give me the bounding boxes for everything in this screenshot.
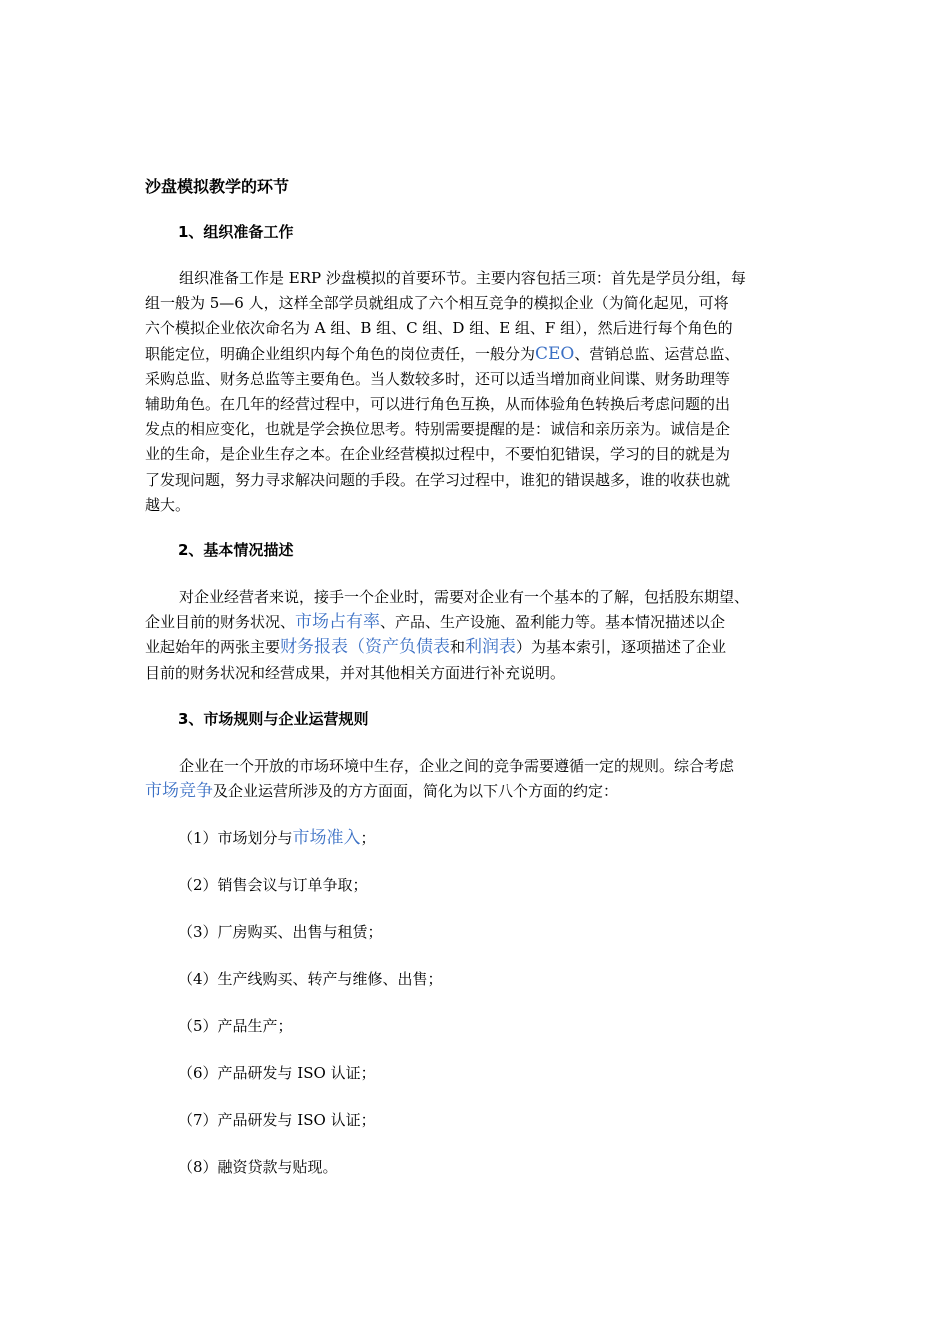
paragraph-line: 企业在一个开放的市场环境中生存，企业之间的竞争需要遵循一定的规则。综合考虑	[179, 757, 735, 775]
rule-item-3: （3）厂房购买、出售与租赁；	[178, 923, 383, 941]
section-1-paragraph	[145, 266, 815, 518]
paragraph-line: 采购总监、财务总监等主要角色。当人数较多时，还可以适当增加商业间谍、财务助理等	[145, 369, 731, 388]
paragraph-line: 越大。	[145, 495, 191, 514]
link-market-access[interactable]: 市场准入	[292, 828, 361, 848]
paragraph-line: 目前的财务状况和经营成果，并对其他相关方面进行补充说明。	[145, 663, 566, 682]
link-balance-sheet[interactable]: 资产负债表	[365, 637, 451, 658]
rule-item-4: （4）生产线购买、转产与维修、出售；	[178, 970, 443, 988]
paragraph-line: 对企业经营者来说，接手一个企业时，需要对企业有一个基本的了解，包括股东期望、	[179, 588, 750, 606]
link-market-share[interactable]: 市场占有率	[295, 612, 381, 633]
rule-item-1: （1）市场划分与市场准入；	[178, 828, 376, 848]
paragraph-line: 组一般为 5—6 人，这样全部学员就组成了六个相互竞争的模拟企业（为简化起见，可将	[145, 294, 729, 313]
rule-item-5: （5）产品生产；	[178, 1017, 293, 1035]
link-income-statement[interactable]: 利润表	[465, 637, 517, 658]
paragraph-line: 业起始年的两张主要财务报表（资产负债表和利润表）为基本索引，逐项描述了企业	[145, 637, 727, 658]
paragraph-line: 企业目前的财务状况、市场占有率、产品、生产设施、盈利能力等。基本情况描述以企	[145, 612, 726, 633]
link-market-competition[interactable]: 市场竞争	[145, 781, 213, 802]
paragraph-line: 市场竞争及企业运营所涉及的方方面面，简化为以下八个方面的约定：	[145, 781, 619, 802]
section-3-paragraph	[145, 754, 815, 804]
link-ceo[interactable]: CEO	[535, 343, 575, 364]
paragraph-line: 职能定位，明确企业组织内每个角色的岗位责任，一般分为CEO、营销总监、运营总监、	[145, 343, 740, 364]
paragraph-line: 业的生命，是企业生存之本。在企业经营模拟过程中，不要怕犯错误，学习的目的就是为	[145, 445, 731, 464]
link-financial-statements[interactable]: 财务报表	[280, 637, 349, 658]
section-heading-3: 3、市场规则与企业运营规则	[178, 710, 369, 728]
paragraph-line: 了发现问题，努力寻求解决问题的手段。在学习过程中，谁犯的错误越多，谁的收获也就	[145, 470, 731, 489]
section-heading-1: 1、组织准备工作	[178, 223, 294, 241]
paragraph-line: 辅助角色。在几年的经营过程中，可以进行角色互换，从而体验角色转换后考虑问题的出	[145, 394, 731, 413]
paragraph-line: 六个模拟企业依次命名为 A 组、B 组、C 组、D 组、E 组、F 组），然后进行每个角色的	[145, 319, 733, 338]
link-paren-open: （	[348, 637, 366, 658]
rule-item-6: （6）产品研发与 ISO 认证；	[178, 1064, 376, 1082]
paragraph-line: 发点的相应变化，也就是学会换位思考。特别需要提醒的是：诚信和亲历亲为。诚信是企	[145, 420, 731, 439]
section-heading-2: 2、基本情况描述	[178, 541, 294, 559]
rule-item-8: （8）融资贷款与贴现。	[178, 1158, 338, 1176]
document-title: 沙盘模拟教学的环节	[145, 177, 290, 196]
section-2-paragraph	[145, 585, 815, 686]
rule-item-7: （7）产品研发与 ISO 认证；	[178, 1111, 376, 1129]
rule-item-2: （2）销售会议与订单争取；	[178, 876, 368, 894]
paragraph-line: 组织准备工作是 ERP 沙盘模拟的首要环节。主要内容包括三项：首先是学员分组，每	[179, 269, 746, 287]
